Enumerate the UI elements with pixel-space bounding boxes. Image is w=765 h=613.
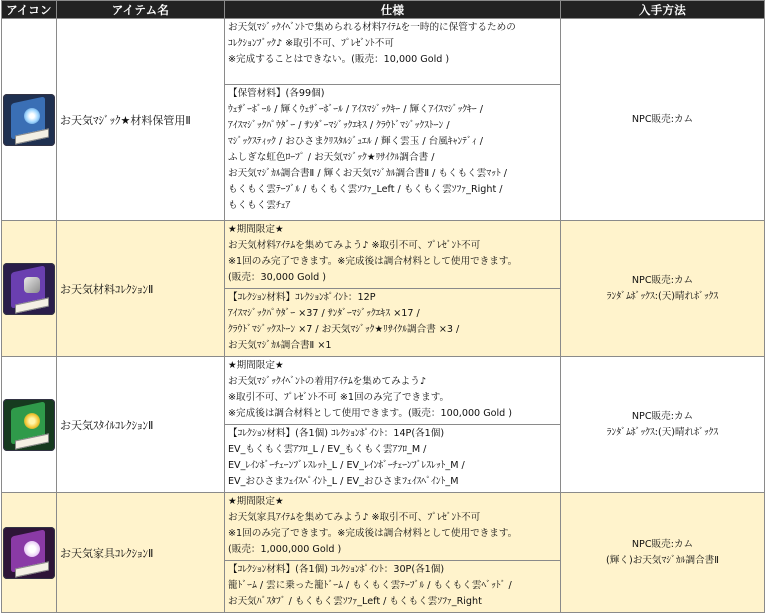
spec-description: ★期間限定★ お天気家具ｱｲﾃﾑを集めてみよう♪ ※取引不可、ﾌﾟﾚｾﾞﾝﾄ不可 ※1回のみ完了できます。※完成後は調合材料として使用できます。 (販売：1,000,000 Gold ) [225, 493, 561, 561]
cloud-book-icon [3, 527, 55, 579]
star-book-icon [3, 399, 55, 451]
acquisition-method: NPC販売:カム [561, 19, 765, 221]
item-name: お天気材料ｺﾚｸｼｮﾝⅡ [57, 221, 225, 357]
spec-materials: 【ｺﾚｸｼｮﾝ材料】(各1個) ｺﾚｸｼｮﾝﾎﾟｲﾝﾄ：30P(各1個) 籠ﾄﾞｰﾑ / 雲に乗った籠ﾄﾞｰﾑ / もくもく雲ﾃｰﾌﾞﾙ / もくもく雲ﾍﾞｯﾄﾞ / お天気ﾊﾞｽﾀﾌﾞ / もくもく雲ｿﾌｧ_Left / もくもく雲ｿﾌｧ_Right [225, 561, 561, 613]
item-name: お天気家具ｺﾚｸｼｮﾝⅡ [57, 493, 225, 613]
header-row [2, 1, 765, 19]
stone-book-icon [3, 263, 55, 315]
table-row [2, 19, 765, 85]
acquisition-method: NPC販売:カム ﾗﾝﾀﾞﾑﾎﾞｯｸｽ:(天)晴れﾎﾞｯｸｽ [561, 221, 765, 357]
spec-materials: 【ｺﾚｸｼｮﾝ材料】(各1個) ｺﾚｸｼｮﾝﾎﾟｲﾝﾄ：14P(各1個) EV_もくもく雲ｱﾌﾛ_L / EV_もくもく雲ｱﾌﾛ_M / EV_ﾚｲﾝﾎﾞｰﾁｪｰﾝﾌﾞﾚｽﾚｯﾄ_L / EV_ﾚｲﾝﾎﾞｰﾁｪｰﾝﾌﾞﾚｽﾚｯﾄ_M / EV_おひさまﾌｪｲｽﾍﾟｲﾝﾄ_L / EV_おひさまﾌｪｲｽﾍﾟｲﾝﾄ_M [225, 425, 561, 493]
acquisition-method: NPC販売:カム (輝く)お天気ﾏｼﾞｶﾙ調合書Ⅱ [561, 493, 765, 613]
spec-description: お天気ﾏｼﾞｯｸｲﾍﾞﾝﾄで集められる材料ｱｲﾃﾑを一時的に保管するための ｺﾚｸｼｮﾝﾌﾞｯｸ♪ ※取引不可、ﾌﾟﾚｾﾞﾝﾄ不可 ※完成することはできない。(販売：10,000 Gold ) [225, 19, 561, 85]
table-row [2, 357, 765, 425]
header-spec: 仕様 [225, 1, 561, 19]
item-name: お天気ｽﾀｲﾙｺﾚｸｼｮﾝⅡ [57, 357, 225, 493]
item-table [1, 0, 765, 613]
crystal-book-icon [3, 94, 55, 146]
icon-cell [2, 221, 57, 357]
spec-description: ★期間限定★ お天気材料ｱｲﾃﾑを集めてみよう♪ ※取引不可、ﾌﾟﾚｾﾞﾝﾄ不可 ※1回のみ完了できます。※完成後は調合材料として使用できます。 (販売：30,000 Gold ) [225, 221, 561, 289]
icon-cell [2, 357, 57, 493]
header-method: 入手方法 [561, 1, 765, 19]
icon-cell [2, 493, 57, 613]
table-row [2, 221, 765, 289]
table-row [2, 493, 765, 561]
spec-description: ★期間限定★ お天気ﾏｼﾞｯｸｲﾍﾞﾝﾄの着用ｱｲﾃﾑを集めてみよう♪ ※取引不可、ﾌﾟﾚｾﾞﾝﾄ不可 ※1回のみ完了できます。 ※完成後は調合材料として使用できます。(販売：100,000 Gold ) [225, 357, 561, 425]
icon-cell [2, 19, 57, 221]
header-item-name: アイテム名 [57, 1, 225, 19]
acquisition-method: NPC販売:カム ﾗﾝﾀﾞﾑﾎﾞｯｸｽ:(天)晴れﾎﾞｯｸｽ [561, 357, 765, 493]
item-name: お天気ﾏｼﾞｯｸ★材料保管用Ⅱ [57, 19, 225, 221]
header-icon: アイコン [2, 1, 57, 19]
spec-materials: 【保管材料】(各99個) ｳｪｻﾞｰﾎﾞｰﾙ / 輝くｳｪｻﾞｰﾎﾞｰﾙ / ｱｲｽﾏｼﾞｯｸｷｰ / 輝くｱｲｽﾏｼﾞｯｸｷｰ / ｱｲｽﾏｼﾞｯｸﾊﾟｳﾀﾞｰ / ｻﾝﾀﾞｰﾏｼﾞｯｸｴｷｽ / ｸﾗｳﾄﾞﾏｼﾞｯｸｽﾄｰﾝ / ﾏｼﾞｯｸｽﾃｨｯｸ / おひさまｸﾘｽﾀﾙｼﾞｭｴﾙ / 輝く雲玉 / 台風ｷｬﾝﾃﾞｨ / ふしぎな虹色ﾛｰﾌﾟ / お天気ﾏｼﾞｯｸ★ﾘｻｲｸﾙ調合書 / お天気ﾏｼﾞｶﾙ調合書Ⅱ / 輝くお天気ﾏｼﾞｶﾙ調合書Ⅱ / もくもく雲ﾏｯﾄ / もくもく雲ﾃｰﾌﾞﾙ / もくもく雲ｿﾌｧ_Left / もくもく雲ｿﾌｧ_Right / もくもく雲ﾁｪｱ [225, 85, 561, 221]
spec-materials: 【ｺﾚｸｼｮﾝ材料】ｺﾚｸｼｮﾝﾎﾟｲﾝﾄ：12P ｱｲｽﾏｼﾞｯｸﾊﾟｳﾀﾞｰ ×37 / ｻﾝﾀﾞｰﾏｼﾞｯｸｴｷｽ ×17 / ｸﾗｳﾄﾞﾏｼﾞｯｸｽﾄｰﾝ ×7 / お天気ﾏｼﾞｯｸ★ﾘｻｲｸﾙ調合書 ×3 / お天気ﾏｼﾞｶﾙ調合書Ⅱ ×1 [225, 289, 561, 357]
